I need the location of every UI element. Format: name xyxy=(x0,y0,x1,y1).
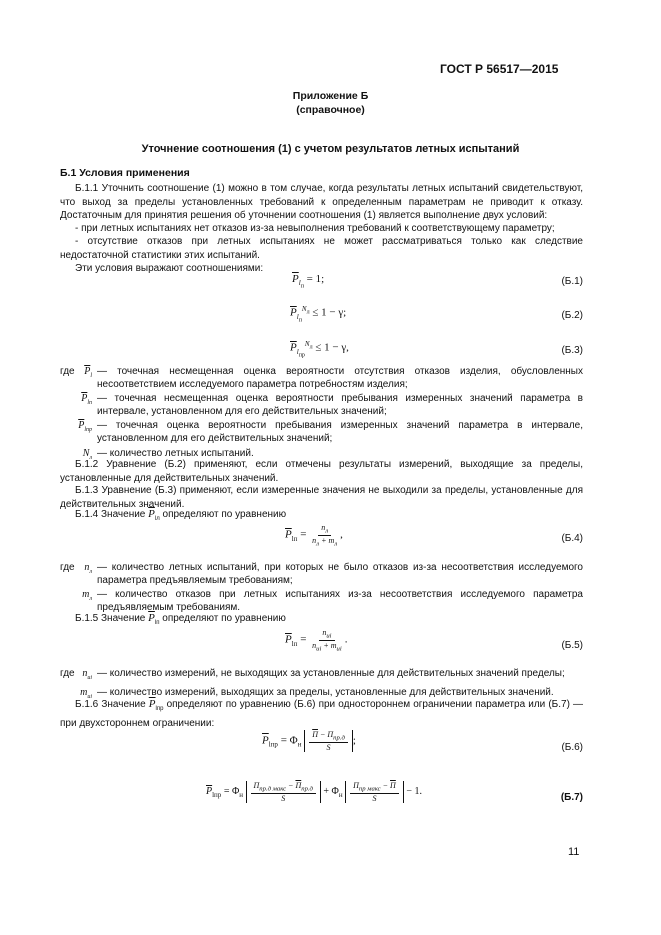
definition-text: — точечная несмещенная оценка вероятности отсутствия отказов изделия, обусловленных несоответствием исследуемого параметра потребностям изделия; xyxy=(97,366,583,390)
definitions-list-1 xyxy=(60,366,583,464)
definition-row: где $\overline{P}_l$ — точечная несмещенная оценка вероятности отсутствия отказов изделия, обусловленных несоответствием исследуемого параметра потребностям изделия; xyxy=(60,366,583,390)
definition-row: $\overline{P}_{lпр}$ — точечная оценка вероятности пребывания измеренных значений параметра в интервале, установленном для его действительных значений; xyxy=(78,420,583,444)
paragraph-b11: Б.1.1 Уточнить соотношение (1) можно в том случае, когда результаты летных испытаний свидетельствуют, что выход за пределы установленных требований к определенным параметрам не приводит к отказу. Достаточным для принятия решения об уточнении соотношения (1) является выполнение двух условий: xyxy=(60,183,583,222)
subsection-heading: Б.1 Условия применения xyxy=(60,167,190,179)
symbol-pln: $\overline{P}$ xyxy=(81,393,88,405)
page-number: 11 xyxy=(568,846,580,858)
definition-row: где $n_л$ — количество летных испытаний, при которых не было отказов из-за несоответствия исследуемого параметра предъявляемым требованиям; xyxy=(60,562,583,586)
definition-text: — количество измерений, выходящих за пределы, установленные для действительных значений. xyxy=(97,686,554,698)
definitions-list-2 xyxy=(60,562,583,614)
standard-number: ГОСТ Р 56517—2015 xyxy=(440,62,559,76)
definition-row: $\overline{P}_{lп}$ — точечная несмещенная оценка вероятности пребывания измеренных значений параметра в интервале, установленном для его действительных значений; xyxy=(81,393,583,417)
paragraph-b16: Б.1.6 Значение $\overline{P}_{lпр}$ определяют по уравнению (Б.6) при одностороннем ограничении параметра или (Б.7) — при двухстороннем ограничении: xyxy=(60,698,584,729)
equation-number-b1: (Б.1) xyxy=(561,276,583,287)
where-prefix: где xyxy=(60,562,75,573)
definition-row: где $n_{ui}$ — количество измерений, не выходящих за установленные для действительных значений пределы; xyxy=(60,668,583,685)
symbol-m-l: m xyxy=(82,589,90,601)
symbol-n: N xyxy=(82,447,90,459)
paragraph-b13: Б.1.3 Уравнение (Б.3) применяют, если измеренные значения не выходили за пределы, установленные для действительных значений. xyxy=(60,485,583,510)
definition-text: — количество летных испытаний. xyxy=(97,447,254,459)
equation-number-b4: (Б.4) xyxy=(561,533,583,544)
definition-text: — точечная несмещенная оценка вероятности пребывания измеренных значений параметра в интервале, установленном для его действительных значений; xyxy=(97,393,583,417)
paragraph-b14: Б.1.4 Значение $\overline{P}_{lл}$ определяют по уравнению xyxy=(75,508,287,522)
definition-text: — количество летных испытаний, при которых не было отказов из-за несоответствия исследуемого параметра предъявляемым требованиям; xyxy=(97,562,583,586)
definition-text: — количество отказов при летных испытаниях из-за несоответствия исследуемого параметра предъявляемым требованиям. xyxy=(97,589,583,613)
symbol-n-l: n xyxy=(84,562,90,573)
equation-b6: $\overline{P}_{lпр} = \Phi_н$ $\frac{П - П_{пр.д}}{S}$ ; xyxy=(262,730,356,752)
symbol-m-u: m xyxy=(80,686,88,698)
paragraph-b15: Б.1.5 Значение $\overline{P}_{lп}$ определяют по уравнению xyxy=(75,612,286,626)
equation-number-b2: (Б.2) xyxy=(561,310,583,321)
equation-number-b6: (Б.6) xyxy=(561,742,583,753)
symbol-n-u: n xyxy=(82,668,88,679)
bullet-1: - при летных испытаниях нет отказов из-за невыполнения требований к соответствующему параметру; xyxy=(75,223,555,234)
equation-number-b3: (Б.3) xyxy=(561,345,583,356)
equation-b1: $\overline{P}_{l_п} = 1$; xyxy=(292,273,325,290)
equation-b7: $\overline{P}_{lпр} = \Phi_н$ $\frac{П_{пр.д макс} - П_{пр.д}}{S}$ + $\Phi_н$ $\frac{П_{пр макс} - П}{S}$ − 1. xyxy=(206,781,422,803)
appendix-note: (справочное) xyxy=(296,104,365,116)
appendix-title: Приложение Б xyxy=(292,90,369,102)
equation-b5: $\overline{P}_{lп}$ = $\frac{n_{ui}}{n_{ui} + m_{ui}}$ . xyxy=(285,628,348,653)
symbol-plnp: $\overline{P}$ xyxy=(78,420,85,432)
definition-row: $m_л$ — количество отказов при летных испытаниях из-за несоответствия исследуемого параметра предъявляемым требованиям. xyxy=(82,589,583,613)
definition-row: $m_{ui}$ — количество измерений, выходящих за пределы, установленные для действительных значений. xyxy=(60,687,583,704)
equation-b3: $\overline{P}_{l_{пр}}^{N_л} \le 1 - \gamma$, xyxy=(290,340,349,359)
definition-text: — точечная оценка вероятности пребывания измеренных значений параметра в интервале, установленном для его действительных значений; xyxy=(97,420,583,444)
where-prefix: где xyxy=(60,668,75,679)
symbol-pl: $\overline{P}$ xyxy=(84,366,91,377)
where-prefix: где xyxy=(60,366,75,377)
equation-b4: $\overline{P}_{lп}$ = $\frac{n_л}{n_л + m_л}$ , xyxy=(285,523,343,548)
equation-number-b5: (Б.5) xyxy=(561,640,583,651)
bullet-2: - отсутствие отказов при летных испытаниях не может рассматриваться только как следствие недостаточной статистики этих испытаний. xyxy=(60,236,583,261)
definition-row: $N_л$ — количество летных испытаний. xyxy=(60,448,583,465)
equation-number-b7: (Б.7) xyxy=(560,792,583,803)
paragraph-b12: Б.1.2 Уравнение (Б.2) применяют, если отмечены результаты измерений, выходящие за пределы, установленные для действительных значений. xyxy=(60,459,583,484)
definition-text: — количество измерений, не выходящих за установленные для действительных значений пределы; xyxy=(97,668,565,679)
section-title: Уточнение соотношения (1) с учетом результатов летных испытаний xyxy=(141,143,520,155)
equation-b2: $\overline{P}_{l_п}^{N_л} \le 1 - \gamma$; xyxy=(290,305,347,324)
paragraph-conditions: Эти условия выражают соотношениями: xyxy=(75,263,264,274)
